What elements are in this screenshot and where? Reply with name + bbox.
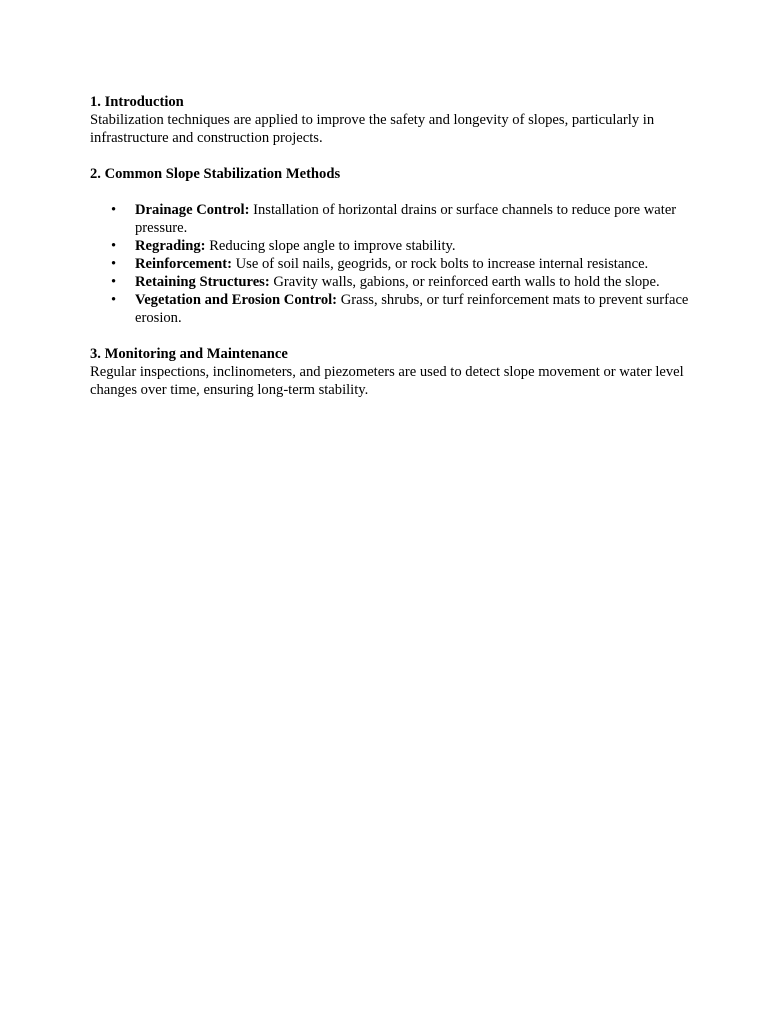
list-item-text: Use of soil nails, geogrids, or rock bolts to increase internal resistance. bbox=[235, 256, 649, 272]
section-methods bbox=[90, 165, 690, 327]
bullet-icon: • bbox=[111, 202, 117, 218]
bullet-icon: • bbox=[111, 238, 117, 254]
list-item-term: Reinforcement: bbox=[135, 256, 232, 272]
list-item-vegetation-erosion-control bbox=[90, 291, 690, 327]
section-heading-introduction: 1. Introduction bbox=[90, 94, 184, 110]
list-item-text: Reducing slope angle to improve stability. bbox=[209, 238, 456, 254]
section-heading-monitoring: 3. Monitoring and Maintenance bbox=[90, 346, 288, 362]
section-heading-methods: 2. Common Slope Stabilization Methods bbox=[90, 166, 341, 182]
section-body-monitoring: Regular inspections, inclinometers, and piezometers are used to detect slope movement or water level changes over time, ensuring long-term stability. bbox=[90, 364, 684, 398]
list-item-regrading bbox=[90, 237, 690, 255]
document-body bbox=[90, 93, 690, 417]
list-item-text: Installation of horizontal drains or surface channels to reduce pore water pressure. bbox=[135, 202, 677, 236]
list-item-term: Vegetation and Erosion Control: bbox=[135, 292, 338, 308]
list-item-term: Retaining Structures: bbox=[135, 274, 270, 290]
section-body-introduction: Stabilization techniques are applied to improve the safety and longevity of slopes, particularly in infrastructure and construction projects. bbox=[90, 112, 655, 146]
section-monitoring bbox=[90, 345, 690, 399]
list-item-term: Drainage Control: bbox=[135, 202, 250, 218]
bullet-icon: • bbox=[111, 292, 117, 308]
bullet-icon: • bbox=[111, 256, 117, 272]
list-item-text: Grass, shrubs, or turf reinforcement mats to prevent surface erosion. bbox=[135, 292, 689, 326]
list-item-drainage-control bbox=[90, 201, 690, 237]
list-item-reinforcement bbox=[90, 255, 690, 273]
bullet-icon: • bbox=[111, 274, 117, 290]
list-item-retaining-structures bbox=[90, 273, 690, 291]
methods-list bbox=[90, 201, 690, 327]
list-item-text: Gravity walls, gabions, or reinforced earth walls to hold the slope. bbox=[273, 274, 660, 290]
list-item-term: Regrading: bbox=[135, 238, 206, 254]
section-introduction bbox=[90, 93, 690, 147]
